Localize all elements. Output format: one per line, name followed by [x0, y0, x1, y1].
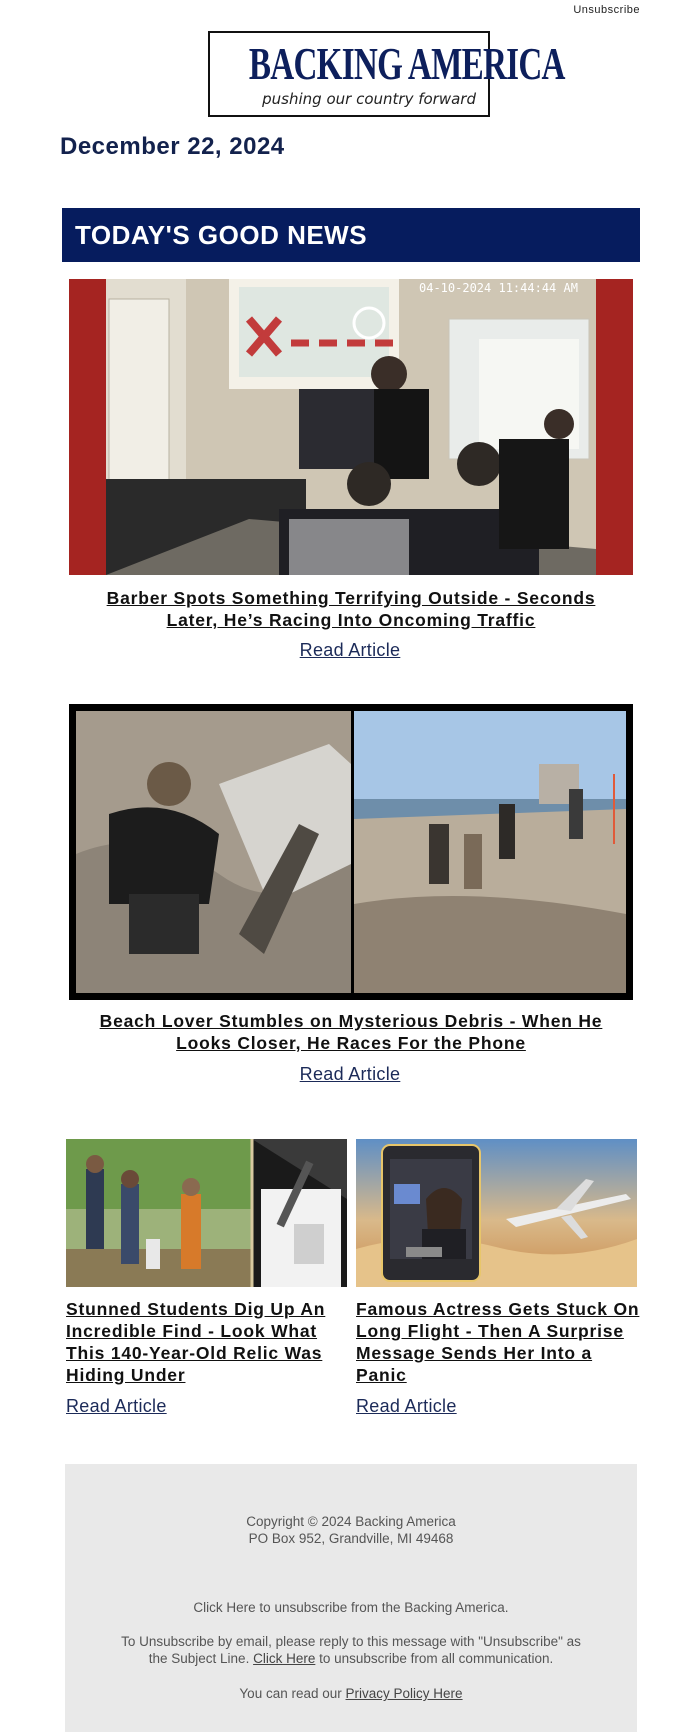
airplane-flight-photo — [356, 1139, 637, 1287]
footer-unsubscribe-link[interactable]: Click Here to unsubscribe from the Backing America. — [193, 1600, 509, 1615]
article-1-read-label[interactable]: Read Article — [299, 640, 401, 660]
footer-click-here-link[interactable]: Click Here — [253, 1651, 316, 1666]
cctv-timestamp: 04-10-2024 11:44:44 AM — [419, 281, 578, 295]
article-3-image[interactable] — [66, 1139, 347, 1287]
article-3-headline[interactable]: Stunned Students Dig Up An Incredible Find - Look What This 140-Year-Old Relic Was Hiding Under — [66, 1299, 326, 1385]
footer-email-instructions-2 — [65, 1650, 637, 1667]
footer-privacy-line — [65, 1685, 637, 1702]
article-2-read-label[interactable]: Read Article — [299, 1064, 401, 1084]
article-3-read-link[interactable] — [66, 1396, 167, 1417]
section-banner — [62, 208, 640, 262]
beach-debris-photo — [69, 704, 633, 1000]
students-dig-photo — [66, 1139, 347, 1287]
article-1-headline[interactable]: Barber Spots Something Terrifying Outside - Seconds Later, He’s Racing Into Oncoming Traffic — [106, 588, 596, 630]
footer-email-instructions: To Unsubscribe by email, please reply to this message with "Unsubscribe" as — [121, 1634, 581, 1649]
article-4-read-label[interactable]: Read Article — [356, 1396, 457, 1416]
unsubscribe-top-link[interactable]: Unsubscribe — [573, 4, 640, 16]
article-2-image[interactable] — [69, 704, 633, 1000]
article-1-image[interactable] — [69, 279, 633, 575]
footer-privacy-text: You can read our — [239, 1686, 342, 1701]
article-4-headline[interactable]: Famous Actress Gets Stuck On Long Flight - Then A Surprise Message Sends Her Into a Panic — [356, 1299, 640, 1385]
backing-america-logo[interactable] — [208, 31, 565, 117]
footer-subject-line-text: the Subject Line. — [148, 1651, 250, 1666]
article-3-read-label[interactable]: Read Article — [66, 1396, 167, 1416]
barber-shop-photo — [69, 279, 633, 575]
section-banner-title: TODAY'S GOOD NEWS — [75, 220, 368, 250]
article-4-read-link[interactable] — [356, 1396, 457, 1417]
article-2-read-link[interactable] — [0, 1064, 700, 1085]
logo-title: BACKING AMERICA — [248, 38, 565, 89]
logo-tagline: pushing our country forward — [262, 90, 476, 108]
footer-copyright: Copyright © 2024 Backing America — [246, 1514, 456, 1529]
footer-unsubscribe-all-text: to unsubscribe from all communication. — [319, 1651, 554, 1666]
footer-address: PO Box 952, Grandville, MI 49468 — [248, 1531, 454, 1546]
article-4-image[interactable] — [356, 1139, 637, 1287]
email-footer — [65, 1464, 637, 1732]
issue-date: December 22, 2024 — [60, 133, 285, 160]
article-1-read-link[interactable] — [0, 640, 700, 661]
article-2-headline[interactable]: Beach Lover Stumbles on Mysterious Debris - When He Looks Closer, He Races For the Phone — [99, 1011, 603, 1053]
footer-privacy-link[interactable]: Privacy Policy Here — [345, 1686, 463, 1701]
